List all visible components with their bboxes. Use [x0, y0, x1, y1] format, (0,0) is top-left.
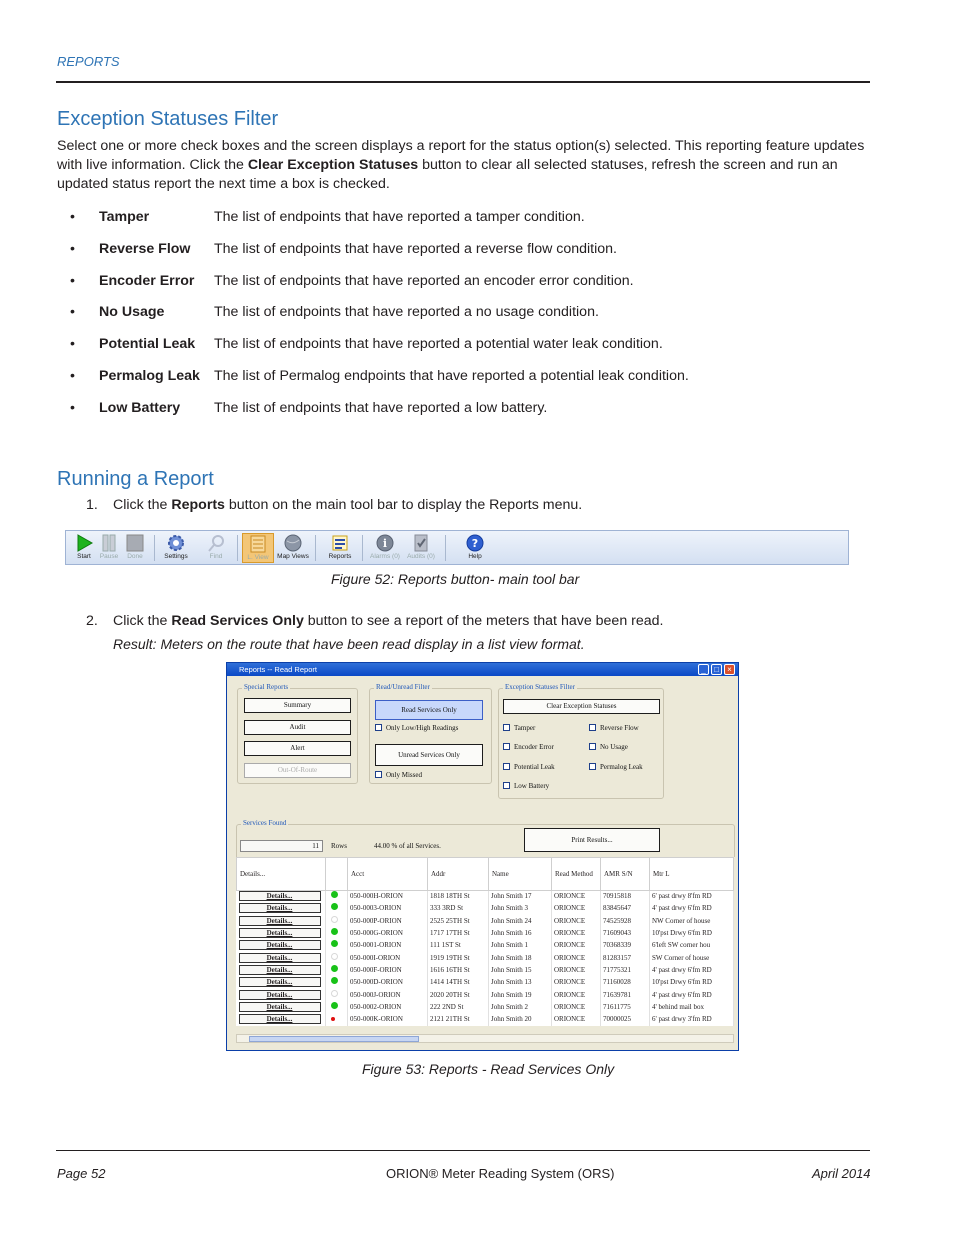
list-view-icon	[248, 534, 268, 554]
bullet-item	[70, 273, 870, 293]
table-row[interactable]	[237, 1001, 734, 1013]
only-low-high-checkbox[interactable]: Only Low/High Readings	[375, 724, 458, 732]
amr-sn-cell: 71609043	[601, 927, 650, 939]
step-2-result: Result: Meters on the route that have been read display in a list view format.	[113, 636, 585, 652]
bullet-description: The list of Permalog endpoints that have reported a potential leak condition.	[214, 368, 689, 384]
bullet-item	[70, 400, 870, 420]
status-indicator	[331, 891, 338, 898]
meter-location-cell: 6'left SW corner hou	[650, 940, 734, 952]
status-indicator	[331, 903, 338, 910]
bullet-term: Permalog Leak	[99, 368, 200, 384]
bullet-term: Low Battery	[99, 400, 181, 416]
name-cell: John Smith 15	[489, 964, 552, 976]
bullet-item	[70, 368, 870, 388]
name-cell: John Smith 16	[489, 927, 552, 939]
read-method-cell: ORIONCE	[552, 915, 601, 927]
status-indicator	[331, 916, 338, 923]
table-row[interactable]	[237, 940, 734, 952]
column-header[interactable]: Read Method	[552, 858, 601, 891]
status-indicator	[331, 940, 338, 947]
services-found-count: 11	[240, 840, 323, 852]
bullet-term: Encoder Error	[99, 273, 195, 289]
section-heading-running-report: Running a Report	[57, 468, 214, 490]
status-indicator	[331, 965, 338, 972]
column-header[interactable]: Acct	[348, 858, 428, 891]
addr-cell: 2525 25TH St	[428, 915, 489, 927]
status-indicator	[331, 953, 338, 960]
window-title: Reports -- Read Report	[239, 665, 317, 674]
permalog-leak-checkbox[interactable]: Permalog Leak	[589, 763, 643, 771]
name-cell: John Smith 17	[489, 891, 552, 903]
toolbar-separator	[315, 535, 316, 561]
rows-label: Rows	[331, 842, 347, 850]
details-button[interactable]: Details...	[239, 977, 321, 987]
pause-icon	[99, 533, 119, 553]
details-button[interactable]: Details...	[239, 990, 321, 1000]
amr-sn-cell: 70368339	[601, 940, 650, 952]
name-cell: John Smith 19	[489, 989, 552, 1001]
acct-cell: 050-000G-ORION	[348, 927, 428, 939]
special-reports-group: Special Reports Summary Audit Alert Out-Of-Route	[237, 688, 358, 784]
bullet-term: Potential Leak	[99, 336, 196, 352]
gear-icon	[166, 533, 186, 553]
addr-cell: 1818 18TH St	[428, 891, 489, 903]
addr-cell: 333 3RD St	[428, 903, 489, 915]
percent-of-services: 44.00 % of all Services.	[374, 842, 441, 850]
acct-cell: 050-0002-ORION	[348, 1001, 428, 1013]
addr-cell: 2020 20TH St	[428, 989, 489, 1001]
toolbar-separator	[154, 535, 155, 561]
window-titlebar	[227, 663, 738, 676]
bullet-term: Reverse Flow	[99, 241, 191, 257]
reports-window	[226, 662, 739, 1051]
column-header[interactable]: Details...	[237, 858, 326, 891]
addr-cell: 1616 16TH St	[428, 964, 489, 976]
table-row[interactable]	[237, 1013, 734, 1025]
read-unread-filter-group: Read/Unread Filter Read Services Only Only Low/High Readings Unread Services Only Only Missed	[369, 688, 492, 784]
encoder-error-checkbox[interactable]: Encoder Error	[503, 743, 554, 751]
amr-sn-cell: 70915818	[601, 891, 650, 903]
details-button[interactable]: Details...	[239, 891, 321, 901]
stop-icon	[125, 533, 145, 553]
running-header: REPORTS	[57, 54, 120, 69]
status-indicator	[331, 928, 338, 935]
name-cell: John Smith 13	[489, 977, 552, 989]
info-icon	[375, 533, 395, 553]
name-cell: John Smith 2	[489, 1001, 552, 1013]
acct-cell: 050-0001-ORION	[348, 940, 428, 952]
amr-sn-cell: 71160028	[601, 977, 650, 989]
help-button[interactable]: ? Help	[459, 533, 491, 563]
services-found-group: Services Found	[236, 824, 735, 857]
footer-product: ORION® Meter Reading System (ORS)	[386, 1166, 615, 1181]
audit-button[interactable]: Audit	[244, 720, 351, 735]
horizontal-scrollbar[interactable]	[236, 1034, 734, 1043]
start-button[interactable]: Start	[68, 533, 100, 563]
bullet-item	[70, 241, 870, 261]
name-cell: John Smith 24	[489, 915, 552, 927]
pause-button[interactable]: Pause	[93, 533, 125, 563]
details-button[interactable]: Details...	[239, 965, 321, 975]
footer-date: April 2014	[812, 1166, 871, 1181]
bullet-description: The list of endpoints that have reported a no usage condition.	[214, 304, 599, 320]
read-method-cell: ORIONCE	[552, 964, 601, 976]
amr-sn-cell: 70000025	[601, 1013, 650, 1025]
acct-cell: 050-000P-ORION	[348, 915, 428, 927]
column-header[interactable]: AMR S/N	[601, 858, 650, 891]
amr-sn-cell: 71639781	[601, 989, 650, 1001]
addr-cell: 1717 17TH St	[428, 927, 489, 939]
toolbar-separator	[237, 535, 238, 561]
details-button[interactable]: Details...	[239, 953, 321, 963]
addr-cell: 1919 19TH St	[428, 952, 489, 964]
list-view-button[interactable]: L. View	[242, 533, 274, 563]
globe-icon	[283, 533, 303, 553]
bullet-dot: •	[70, 336, 75, 352]
results-table	[236, 857, 734, 1026]
toolbar-separator	[362, 535, 363, 561]
status-indicator	[331, 990, 338, 997]
meter-location-cell: 4' past drwy 6'fm RD	[650, 903, 734, 915]
alert-button[interactable]: Alert	[244, 741, 351, 756]
bullet-item	[70, 304, 870, 324]
column-header[interactable]	[326, 858, 348, 891]
reports-icon	[330, 533, 350, 553]
amr-sn-cell: 71775321	[601, 964, 650, 976]
done-button[interactable]: Done	[119, 533, 151, 563]
step-1: 1. Click the Reports button on the main tool bar to display the Reports menu.	[86, 497, 583, 513]
meter-location-cell: 4' past drwy 6'fm RD	[650, 964, 734, 976]
column-header[interactable]: Mtr L	[650, 858, 734, 891]
clear-exception-statuses-button[interactable]: Clear Exception Statuses	[503, 699, 660, 714]
header-rule	[56, 81, 870, 83]
acct-cell: 050-000I-ORION	[348, 952, 428, 964]
step-2: 2. Click the Read Services Only button to see a report of the meters that have been read.	[86, 613, 664, 629]
amr-sn-cell: 71611775	[601, 1001, 650, 1013]
read-method-cell: ORIONCE	[552, 952, 601, 964]
column-header[interactable]: Addr	[428, 858, 489, 891]
page-number: Page 52	[57, 1166, 106, 1181]
bullet-description: The list of endpoints that have reported a potential water leak condition.	[214, 336, 663, 352]
unread-services-only-button[interactable]: Unread Services Only	[375, 744, 483, 766]
bullet-item	[70, 336, 870, 356]
audits-button[interactable]: Audits (0)	[405, 533, 437, 563]
table-row[interactable]	[237, 891, 734, 903]
acct-cell: 050-0003-ORION	[348, 903, 428, 915]
bullet-description: The list of endpoints that have reported a tamper condition.	[214, 209, 585, 225]
name-cell: John Smith 3	[489, 903, 552, 915]
acct-cell: 050-000K-ORION	[348, 1013, 428, 1025]
footer-rule	[56, 1150, 870, 1151]
details-button[interactable]: Details...	[239, 1002, 321, 1012]
scrollbar-thumb[interactable]	[249, 1036, 419, 1042]
only-missed-checkbox[interactable]: Only Missed	[375, 771, 422, 779]
details-button[interactable]: Details...	[239, 1014, 321, 1024]
meter-location-cell: SW Corner of house	[650, 952, 734, 964]
details-button[interactable]: Details...	[239, 903, 321, 913]
addr-cell: 222 2ND St	[428, 1001, 489, 1013]
bullet-dot: •	[70, 304, 75, 320]
bullet-description: The list of endpoints that have reported a low battery.	[214, 400, 548, 416]
table-row[interactable]	[237, 915, 734, 927]
column-header[interactable]: Name	[489, 858, 552, 891]
bullet-term: Tamper	[99, 209, 150, 225]
read-method-cell: ORIONCE	[552, 940, 601, 952]
meter-location-cell: 10'pst Drwy 6'fm RD	[650, 977, 734, 989]
amr-sn-cell: 83845647	[601, 903, 650, 915]
meter-location-cell: 4' past drwy 6'fm RD	[650, 989, 734, 1001]
meter-location-cell: 10'pst Drwy 6'fm RD	[650, 927, 734, 939]
meter-location-cell: 6' past drwy 3'fm RD	[650, 1013, 734, 1025]
figure-53-caption: Figure 53: Reports - Read Services Only	[362, 1061, 615, 1077]
settings-button[interactable]: Settings	[160, 533, 192, 563]
details-button[interactable]: Details...	[239, 928, 321, 938]
meter-location-cell: NW Corner of house	[650, 915, 734, 927]
addr-cell: 2121 21TH St	[428, 1013, 489, 1025]
bullet-dot: •	[70, 273, 75, 289]
status-indicator	[331, 977, 338, 984]
table-row[interactable]	[237, 927, 734, 939]
table-row[interactable]	[237, 903, 734, 915]
figure-52-caption: Figure 52: Reports button- main tool bar	[331, 571, 580, 587]
read-method-cell: ORIONCE	[552, 977, 601, 989]
close-button[interactable]: ×	[724, 664, 735, 675]
amr-sn-cell: 81283157	[601, 952, 650, 964]
main-toolbar	[65, 530, 849, 565]
read-method-cell: ORIONCE	[552, 1013, 601, 1025]
out-of-route-button[interactable]: Out-Of-Route	[244, 763, 351, 778]
toolbar-separator	[445, 535, 446, 561]
read-method-cell: ORIONCE	[552, 891, 601, 903]
read-method-cell: ORIONCE	[552, 989, 601, 1001]
minimize-button[interactable]: _	[698, 664, 709, 675]
status-indicator	[331, 1017, 335, 1021]
svg-text:?: ?	[471, 537, 479, 550]
name-cell: John Smith 20	[489, 1013, 552, 1025]
audit-icon	[411, 533, 431, 553]
bullet-dot: •	[70, 400, 75, 416]
meter-location-cell: 4' behind mail box	[650, 1001, 734, 1013]
read-method-cell: ORIONCE	[552, 903, 601, 915]
addr-cell: 111 1ST St	[428, 940, 489, 952]
tamper-checkbox[interactable]: Tamper	[503, 724, 535, 732]
map-views-button[interactable]: Map Views	[277, 533, 309, 563]
table-row[interactable]	[237, 977, 734, 989]
acct-cell: 050-000J-ORION	[348, 989, 428, 1001]
bullet-description: The list of endpoints that have reported an encoder error condition.	[214, 273, 634, 289]
name-cell: John Smith 1	[489, 940, 552, 952]
summary-button[interactable]: Summary	[244, 698, 351, 713]
section-heading-exception-statuses: Exception Statuses Filter	[57, 108, 279, 130]
reports-button[interactable]: Reports	[324, 533, 356, 563]
read-services-only-button[interactable]: Read Services Only	[375, 700, 483, 720]
intro-paragraph: Select one or more check boxes and the screen displays a report for the status option(s) selected. This reporting feature updates with live information. Click the Clear Exception Statuses button to clear all selected statuses, refresh the screen and run an updated status report the next time a box is checked.	[57, 138, 865, 192]
bullet-description: The list of endpoints that have reported a reverse flow condition.	[214, 241, 617, 257]
find-button[interactable]: Find	[200, 533, 232, 563]
acct-cell: 050-000D-ORION	[348, 977, 428, 989]
read-method-cell: ORIONCE	[552, 927, 601, 939]
print-results-button[interactable]: Print Results...	[524, 828, 660, 852]
details-button[interactable]: Details...	[239, 940, 321, 950]
exception-statuses-filter-group: Exception Statuses Filter Clear Exception Statuses Tamper Encoder Error Potential Leak Low Battery Reverse Flow No Usage Permalog Leak	[498, 688, 664, 799]
amr-sn-cell: 74525928	[601, 915, 650, 927]
no-usage-checkbox[interactable]: No Usage	[589, 743, 628, 751]
svg-text:i: i	[382, 537, 388, 550]
addr-cell: 1414 14TH St	[428, 977, 489, 989]
acct-cell: 050-000H-ORION	[348, 891, 428, 903]
magnifier-icon	[206, 533, 226, 553]
help-icon	[465, 533, 485, 553]
maximize-button[interactable]: □	[711, 664, 722, 675]
table-row[interactable]	[237, 964, 734, 976]
table-header-row	[237, 858, 734, 891]
table-row[interactable]	[237, 952, 734, 964]
reverse-flow-checkbox[interactable]: Reverse Flow	[589, 724, 639, 732]
status-indicator	[331, 1002, 338, 1009]
name-cell: John Smith 18	[489, 952, 552, 964]
bullet-term: No Usage	[99, 304, 165, 320]
bullet-dot: •	[70, 368, 75, 384]
acct-cell: 050-000F-ORION	[348, 964, 428, 976]
meter-location-cell: 6' past drwy 8'fm RD	[650, 891, 734, 903]
bullet-dot: •	[70, 241, 75, 257]
play-icon	[74, 533, 94, 553]
bullet-item	[70, 209, 870, 229]
low-battery-checkbox[interactable]: Low Battery	[503, 782, 549, 790]
details-button[interactable]: Details...	[239, 916, 321, 926]
bullet-dot: •	[70, 209, 75, 225]
table-row[interactable]	[237, 989, 734, 1001]
alarms-button[interactable]: i Alarms (0)	[369, 533, 401, 563]
read-method-cell: ORIONCE	[552, 1001, 601, 1013]
potential-leak-checkbox[interactable]: Potential Leak	[503, 763, 555, 771]
